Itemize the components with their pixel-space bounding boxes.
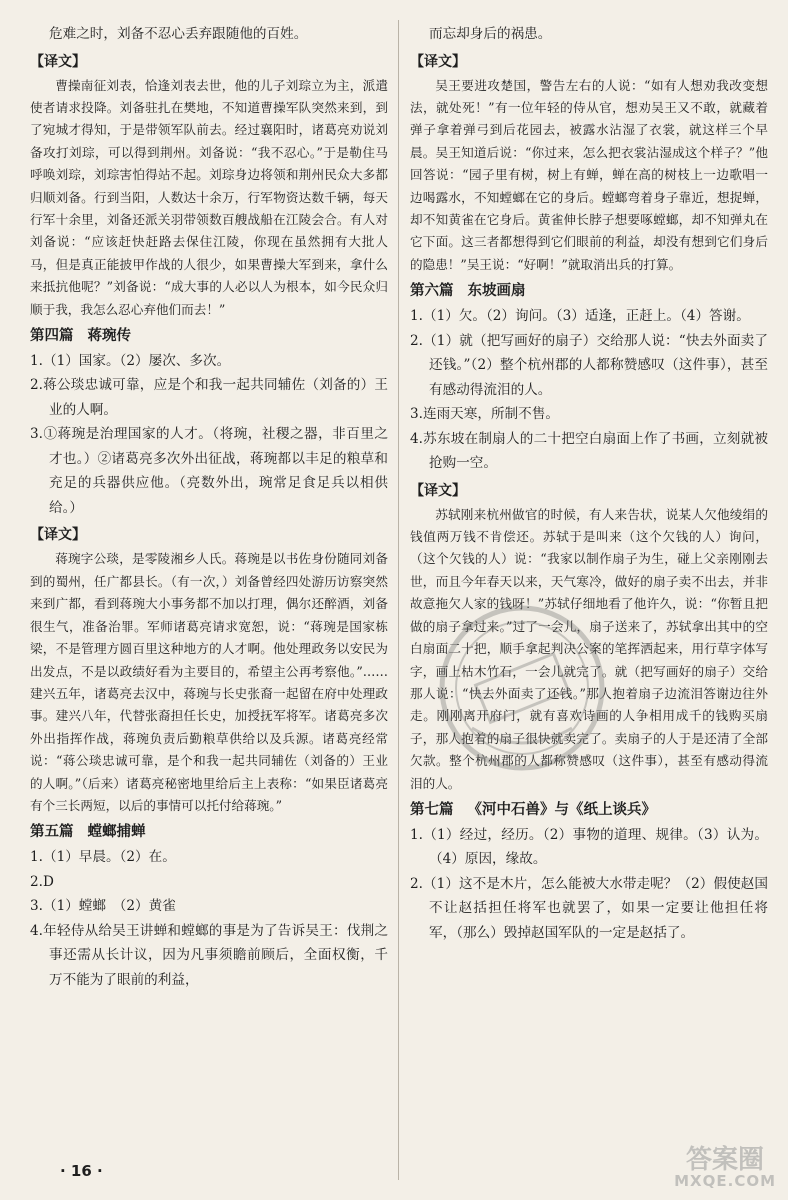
answer-item: 3.连雨天寒，所制不售。: [410, 406, 559, 423]
answer-item: 1.（1）早晨。（2）在。: [30, 849, 176, 866]
answer-item: 1.（1）国家。（2）屡次、多次。: [30, 352, 231, 369]
translation-tag: 【译文】: [30, 527, 86, 544]
section-title: 东坡画扇: [467, 283, 526, 300]
section-number: 第四篇: [30, 327, 74, 344]
section-number: 第五篇: [30, 824, 74, 841]
answer-item: 4.苏东坡在制扇人的二十把空白扇面上作了书画，立刻就被抢购一空。: [410, 430, 768, 472]
watermark-url: MXQE.COM: [674, 1172, 776, 1191]
page-number: · 16 ·: [60, 1162, 103, 1180]
translation-paragraph: 蒋琬字公琰，是零陵湘乡人氏。蒋琬是以书佐身份随同刘备到的蜀州，任广都县长。（有一次，）刘备曾经四处游历访察突然来到广都，看到蒋琬大小事务都不加以打理，偶尔还醉酒，刘备很生气，准备治罪。军师诸葛亮请求宽恕，说：“蒋琬是国家栋梁，不是管理方圆百里这种地方的人才啊。他处理政务以安民为出发点，不是以政绩好看为主要目的，希望主公再考察他。”……建兴五年，诸葛亮去汉中，蒋琬与长史张裔一起留在府中处理政事。建兴八年，代替张裔担任长史，加授抚军将军。诸葛亮多次外出指挥作战，蒋琬负责后勤粮草供给以及兵源。诸葛亮经常说：“蒋公琰忠诚可靠，是个和我一起共同辅佐（刘备的）王业的人啊。”（后来）诸葛亮秘密地里给后主上表称：“如果臣诸葛亮有个三长两短，以后的事情可以托付给蒋琬。”: [30, 551, 388, 813]
answer-item: 而忘却身后的祸患。: [429, 26, 552, 42]
answer-item: 1.（1）经过，经历。（2）事物的道理、规律。（3）认为。（4）原因，缘故。: [410, 826, 768, 868]
site-watermark: [674, 1144, 776, 1191]
translation-tag: 【译文】: [30, 53, 86, 70]
answer-item: 2.（1）这不是木片，怎么能被大水带走呢？（2）假使赵国不让赵括担任将军也就罢了，如果一定要让他担任将军，（那么）毁掉赵国军队的一定是赵括了。: [410, 875, 768, 941]
translation-paragraph: 苏轼刚来杭州做官的时候，有人来告状，说某人欠他绫绢的钱值两万钱不肯偿还。苏轼于是叫来（这个欠钱的人）询问，（这个欠钱的人）说：“我家以制作扇子为生，碰上父亲刚刚去世，而且今年春天以来，天气寒冷，做好的扇子卖不出去，并非故意拖欠人家的钱呀！”苏轼仔细地看了他许久，说：“你暂且把做的扇子拿过来。”过了一会儿，扇子送来了，苏轼拿出其中的空白扇面二十把，顺手拿起判决公案的笔挥洒起来，用行草字体写字，画上枯木竹石，一会儿就完了。就（把写画好的扇子）交给那人说：“快去外面卖了还钱。”那人抱着扇子边流泪答谢边往外走。刚刚离开府门，就有喜欢诗画的人争相用成千的钱购买扇子，那人抱着的扇子很快就卖完了。卖扇子的人于是还清了全部欠款。整个杭州郡的人都称赞感叹（这件事），甚至有感动得流泪的人。: [410, 506, 768, 791]
answer-item: 2.D: [30, 873, 54, 890]
right-column: [410, 22, 768, 945]
section-heading: [410, 797, 768, 823]
section-heading: [30, 323, 388, 349]
column-divider: [398, 20, 399, 1180]
translation-tag: 【译文】: [410, 482, 466, 499]
translation-paragraph: 曹操南征刘表，恰逢刘表去世，他的儿子刘琮立为主，派遣使者请求投降。刘备驻扎在樊地，不知道曹操军队突然来到，到了宛城才得知，于是带领军队前去。经过襄阳时，诸葛亮劝说刘备攻打刘琮，可以得到荆州。刘备说：“我不忍心。”于是勒住马呼唤刘琮，刘琮害怕得站不起。刘琮身边将领和荆州民众大多都归顺刘备。行到当阳，人数达十余万，行军物资达数千辆，每天行军十余里，刘备还派关羽带领数百艘战船在江陵会合。有人对刘备说：“应该赶快赶路去保住江陵，你现在虽然拥有大批人马，但是真正能披甲作战的人很少，如果曹操大军到来，拿什么来抵抗他呢？”刘备说：“成大事的人必以人为根本，如今民众归顺于我，我怎么忍心弃他们而去！”: [30, 77, 388, 317]
answer-item: 2.蒋公琰忠诚可靠，应是个和我一起共同辅佐（刘备的）王业的人啊。: [30, 377, 388, 418]
answer-item: 3.①蒋琬是治理国家的人才。（将琬，社稷之器，非百里之才也。）②诸葛亮多次外出征战，蒋琬都以丰足的粮草和充足的兵器供应他。（亮数外出，琬常足食足兵以相供给。）: [30, 426, 388, 516]
translation-tag: 【译文】: [410, 53, 466, 70]
section-title: 《河中石兽》与《纸上谈兵》: [467, 801, 656, 818]
watermark-title: 答案圈: [686, 1144, 765, 1175]
section-number: 第六篇: [410, 283, 454, 300]
section-heading: [410, 278, 768, 304]
translation-paragraph: 吴王要进攻楚国，警告左右的人说：“如有人想劝我改变想法，就处死！”有一位年轻的侍从官，想劝吴王又不敢，就藏着弹子拿着弹弓到后花园去，被露水沾湿了衣裳，就这样三个早晨。吴王知道后说：“你过来，怎么把衣裳沾湿成这个样子？”他回答说：“园子里有树，树上有蝉，蝉在高的树枝上一边歌唱一边喝露水，不知螳螂在它的身后。螳螂弯着身子靠近，想捉蝉，却不知黄雀在它身后。黄雀伸长脖子想要啄螳螂，却不知弹丸在它下面。这三者都想得到它们眼前的利益，却没有想到它们身后的隐患！”吴王说：“好啊！”就取消出兵的打算。: [410, 77, 768, 272]
section-heading: [30, 819, 388, 845]
section-title: 蒋琬传: [87, 327, 131, 344]
answer-item: 1.（1）欠。（2）询问。（3）适逢，正赶上。（4）答谢。: [410, 308, 750, 325]
left-column: [30, 22, 388, 992]
answer-item: 2.（1）就（把写画好的扇子）交给那人说：“快去外面卖了还钱。”（2）整个杭州郡的人都称赞感叹（这件事），甚至有感动得流泪的人。: [410, 332, 768, 398]
answer-item: 3.（1）螳螂 （2）黄雀: [30, 898, 176, 915]
answer-item: 4.年轻侍从给吴王讲蝉和螳螂的事是为了告诉吴王：伐荆之事还需从长计议，因为凡事须瞻前顾后，全面权衡，千万不能为了眼前的利益，: [30, 922, 388, 988]
section-number: 第七篇: [410, 801, 454, 818]
answer-item: 危难之时，刘备不忍心丢弃跟随他的百姓。: [49, 26, 308, 42]
section-title: 螳螂捕蝉: [87, 824, 146, 841]
